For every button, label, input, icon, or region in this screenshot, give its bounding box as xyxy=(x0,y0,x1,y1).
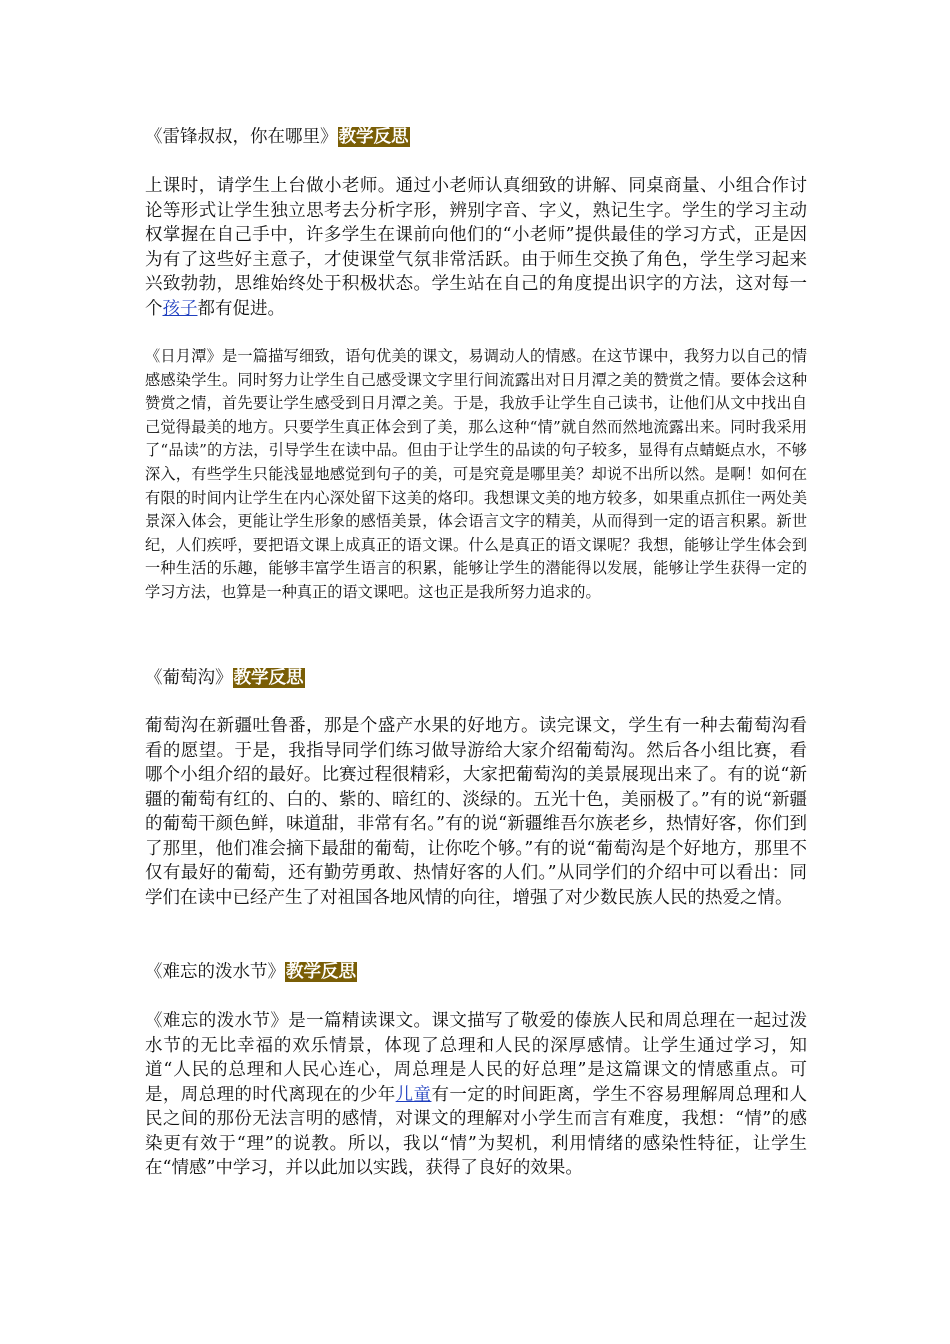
link-ertong[interactable]: 儿童 xyxy=(395,1084,432,1105)
paragraph-text-end: 都有促进。 xyxy=(197,298,285,319)
paragraph-leifeng-reflection xyxy=(145,174,807,321)
paragraph-poshuijie-reflection xyxy=(145,1009,807,1181)
section-heading-putaogou xyxy=(145,666,305,690)
highlight-badge: 教学反思 xyxy=(233,668,304,688)
section-heading-leifeng xyxy=(145,125,410,149)
section-title: 《雷锋叔叔，你在哪里》 xyxy=(145,127,338,147)
highlight-badge: 教学反思 xyxy=(286,962,356,982)
paragraph-riyuetan-reflection: 《日月潭》是一篇描写细致，语句优美的课文，易调动人的情感。在这节课中，我努力以自己的情感感染学生。同时努力让学生自己感受课文字里行间流露出对日月潭之美的赞赏之情。要体会这种赞赏之情，首先要让学生感受到日月潭之美。于是，我放手让学生自己读书，让他们从文中找出自己觉得最美的地方。只要学生真正体会到了美，那么这种“情”就自然而然地流露出来。同时我采用了“品读”的方法，引导学生在读中品。但由于让学生的品读的句子较多，显得有点蜻蜓点水，不够深入，有些学生只能浅显地感觉到句子的美，可是究竟是哪里美？却说不出所以然。是啊！如何在有限的时间内让学生在内心深处留下这美的烙印。我想课文美的地方较多，如果重点抓住一两处美景深入体会，更能让学生形象的感悟美景，体会语言文字的精美，从而得到一定的语言积累。新世纪，人们疾呼，要把语文课上成真正的语文课。什么是真正的语文课呢？我想，能够让学生体会到一种生活的乐趣，能够丰富学生语言的积累，能够让学生的潜能得以发展，能够让学生获得一定的学习方法，也算是一种真正的语文课吧。这也正是我所努力追求的。 xyxy=(145,347,807,601)
paragraph-text-end: 有一定的时间距离，学生不容易理解周总理和人民之间的那份无法言明的感情，对课文的理解对小学生而言有难度，我想：“情”的感染更有效于“理”的说教。所以，我以“情”为契机，利用情绪的感染性特征，让学生在“情感”中学习，并以此加以实践，获得了良好的效果。 xyxy=(145,1084,808,1178)
paragraph-text: 上课时，请学生上台做小老师。通过小老师认真细致的讲解、同桌商量、小组合作讨论等形式让学生独立思考去分析字形，辨别字音、字义，熟记生字。学生的学习主动权掌握在自己手中，许多学生在课前向他们的“小老师”提供最佳的学习方式，正是因为有了这些好主意子，才使课堂气氛非常活跃。由于师生交换了角色，学生学习起来兴致勃勃，思维始终处于积极状态。学生站在自己的角度提出识字的方法，这对每一个 xyxy=(145,176,807,319)
link-haizi[interactable]: 孩子 xyxy=(162,298,198,319)
section-title: 《葡萄沟》 xyxy=(145,668,233,688)
paragraph-text: 《难忘的泼水节》是一篇精读课文。课文描写了敬爱的傣族人民和周总理在一起过泼水节的无比幸福的欢乐情景，体现了总理和人民的深厚感情。让学生通过学习，知道“人民的总理和人民心连心，周总理是人民的好总理”是这篇课文的情感重点。可是，周总理的时代离现在的少年 xyxy=(145,1011,807,1105)
paragraph-putaogou-reflection: 葡萄沟在新疆吐鲁番，那是个盛产水果的好地方。读完课文，学生有一种去葡萄沟看看的愿望。于是，我指导同学们练习做导游给大家介绍葡萄沟。然后各小组比赛，看哪个小组介绍的最好。比赛过程很精彩，大家把葡萄沟的美景展现出来了。有的说“新疆的葡萄有红的、白的、紫的、暗红的、淡绿的。五光十色，美丽极了。”有的说“新疆的葡萄干颜色鲜，味道甜，非常有名。”有的说“新疆维吾尔族老乡，热情好客，你们到了那里，他们准会摘下最甜的葡萄，让你吃个够。”有的说“葡萄沟是个好地方，那里不仅有最好的葡萄，还有勤劳勇敢、热情好客的人们。”从同学们的介绍中可以看出：同学们在读中已经产生了对祖国各地风情的向往，增强了对少数民族人民的热爱之情。 xyxy=(145,716,807,908)
highlight-badge: 教学反思 xyxy=(338,127,409,147)
section-title: 《难忘的泼水节》 xyxy=(145,962,285,982)
section-heading-poshuijie xyxy=(145,960,357,984)
